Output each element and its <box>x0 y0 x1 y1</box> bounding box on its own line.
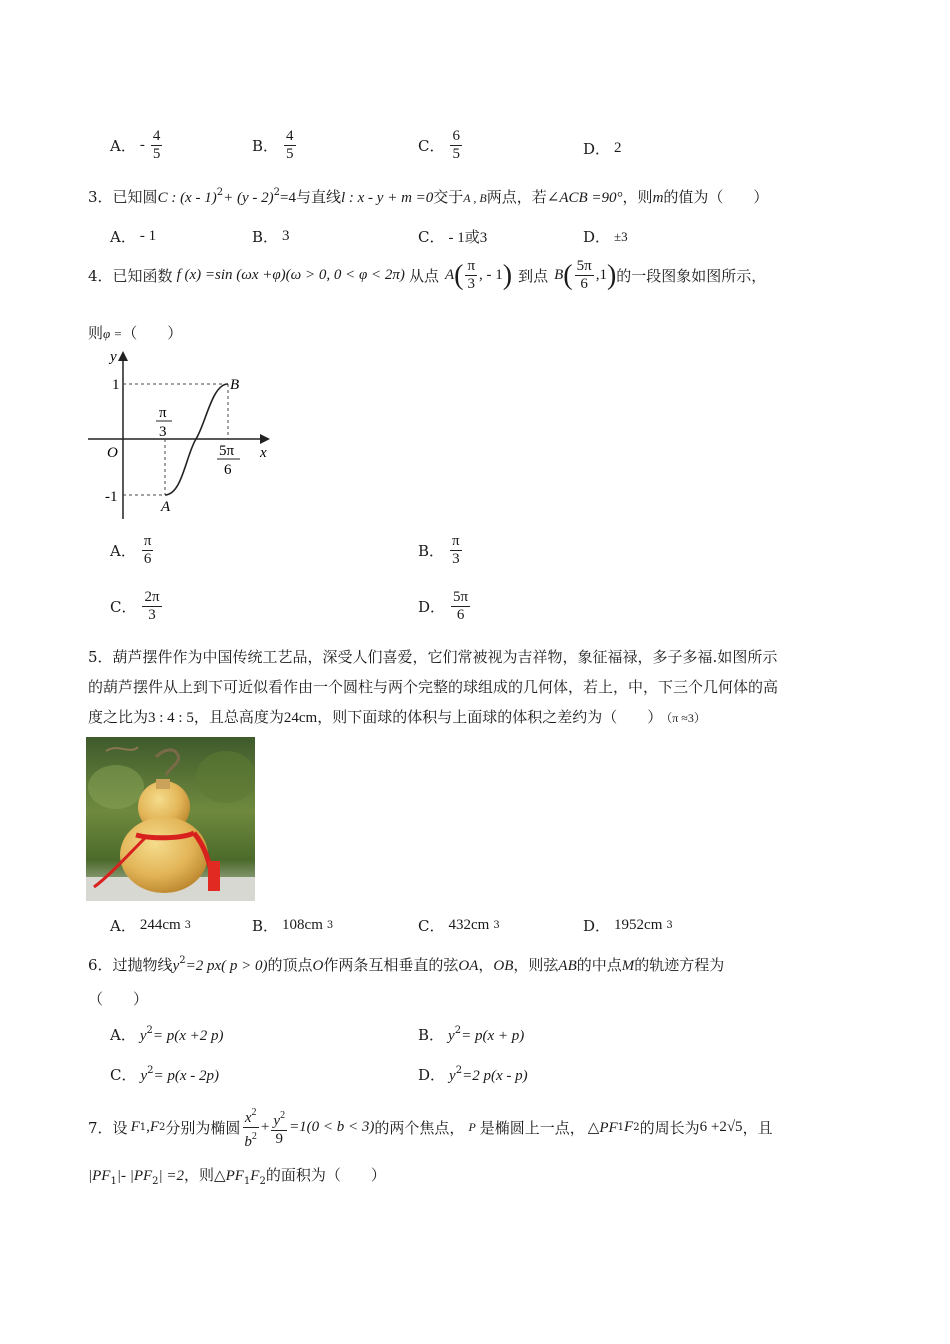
q4-option-c: C． $\frac{2\pi}{3}$ <box>110 589 160 623</box>
option-label: A． <box>110 137 136 155</box>
tick-label-1: 1 <box>112 377 120 393</box>
origin-label: O <box>107 445 118 461</box>
fraction: $\frac{4}{5}$ <box>286 128 294 162</box>
q3-option-d: D． ±3 <box>583 228 628 246</box>
q5-option-d: D． 1952cm 3 <box>583 917 673 935</box>
q2-option-a: A． - $\frac{4}{5}$ <box>110 128 161 162</box>
tick-pi-num: π <box>159 405 167 421</box>
sine-graph <box>86 345 276 523</box>
tick-5pi-num: 5π <box>219 443 235 459</box>
q2-option-b: B． $\frac{4}{5}$ <box>252 128 294 162</box>
point-a-label: A <box>161 499 171 515</box>
q4-option-a: A． $\frac{\pi}{6}$ <box>110 533 152 567</box>
q2-option-c: C． $\frac{6}{5}$ <box>418 128 460 162</box>
tick-5pi-den: 6 <box>224 462 232 478</box>
fraction: $\frac{4}{5}$ <box>152 128 161 162</box>
y-label: y <box>110 349 117 365</box>
gourd-photo <box>86 737 255 901</box>
q3-option-b: B． 3 <box>252 228 290 246</box>
q5-option-c: C． 432cm 3 <box>418 917 500 935</box>
q4-option-b: B． $\frac{\pi}{3}$ <box>418 533 460 567</box>
q6-stem: 6．过抛物线$y^2=2$ px( p > 0)的顶点O作两条互相垂直的弦OA，OB，则弦AB的中点M的轨迹方程为 <box>88 955 725 974</box>
q6-paren: （ ） <box>88 990 149 1008</box>
q4-stem: 4． 已知函数 f (x) =sin (ωx +φ)(ω > 0, 0 < φ < 2π) 从点 A ( $\frac{\pi}{3}$ , - 1 ) 到点 B ( $\frac{5\pi}{6}$ ,1 ) 的一段图象如图所示， <box>88 258 767 292</box>
fraction: $\frac{6}{5}$ <box>452 128 460 162</box>
q7-stem-line2: $|PF_1|-$ $|PF_2| =2$，则$\triangle PF_1F_2$的面积为（ ） <box>88 1166 386 1187</box>
q3-option-c: C． - 1或3 <box>418 228 488 246</box>
q6-option-b: B． $y^2= p(x + p)$ <box>418 1024 525 1044</box>
q5-line2: 的葫芦摆件从上到下可近似看作由一个圆柱与两个完整的球组成的几何体，若上，中，下三个几何体的高 <box>88 678 779 696</box>
point-b-label: B <box>230 377 240 393</box>
x-axis-arrow <box>260 434 270 444</box>
tick-label-neg1: -1 <box>105 489 118 505</box>
q6-option-c: C． $y^2= p(x - 2p)$ <box>110 1064 220 1084</box>
y-axis-arrow <box>118 351 128 361</box>
q2-option-d: D． 2 <box>583 140 622 158</box>
q4-stem-line2: 则φ =（ ） <box>88 324 183 342</box>
q3-stem: 3．已知圆C : (x - 1)$^2$+ (y - 2)$^2$=4与直线l : x - y + m =0交于A , B两点，若∠ACB =90°，则m的值为（ ） <box>88 187 769 206</box>
q6-option-a: A． $y^2= p(x +2$ p) <box>110 1024 224 1044</box>
q4-option-d: D． $\frac{5\pi}{6}$ <box>418 589 469 623</box>
q5-line1: 5．葫芦摆件作为中国传统工艺品，深受人们喜爱，它们常被视为吉祥物，象征福禄，多子多福.如图所示 <box>88 648 778 666</box>
q6-option-d: D． $y^2=2$ p(x - p) <box>418 1064 528 1084</box>
tick-pi-den: 3 <box>159 424 167 440</box>
q3-option-a: A． - 1 <box>110 228 157 246</box>
q5-option-b: B． 108cm 3 <box>252 917 334 935</box>
q5-option-a: A． 244cm 3 <box>110 917 192 935</box>
q7-stem: 7． 设 F 1 , F 2 分别为椭圆 $\frac{x^2}{b^2}$ + $\frac{y^2}{9}$ =1(0 < b < 3) 的两个焦点， P 是椭圆上一点， △PF 1 F 2 的周长为 6 +2√5 ，且 <box>88 1104 773 1151</box>
x-label: x <box>260 445 267 461</box>
q5-line3: 度之比为3 : 4 : 5，且总高度为24cm，则下面球的体积与上面球的体积之差约为（ ） （π ≈3） <box>88 708 706 726</box>
